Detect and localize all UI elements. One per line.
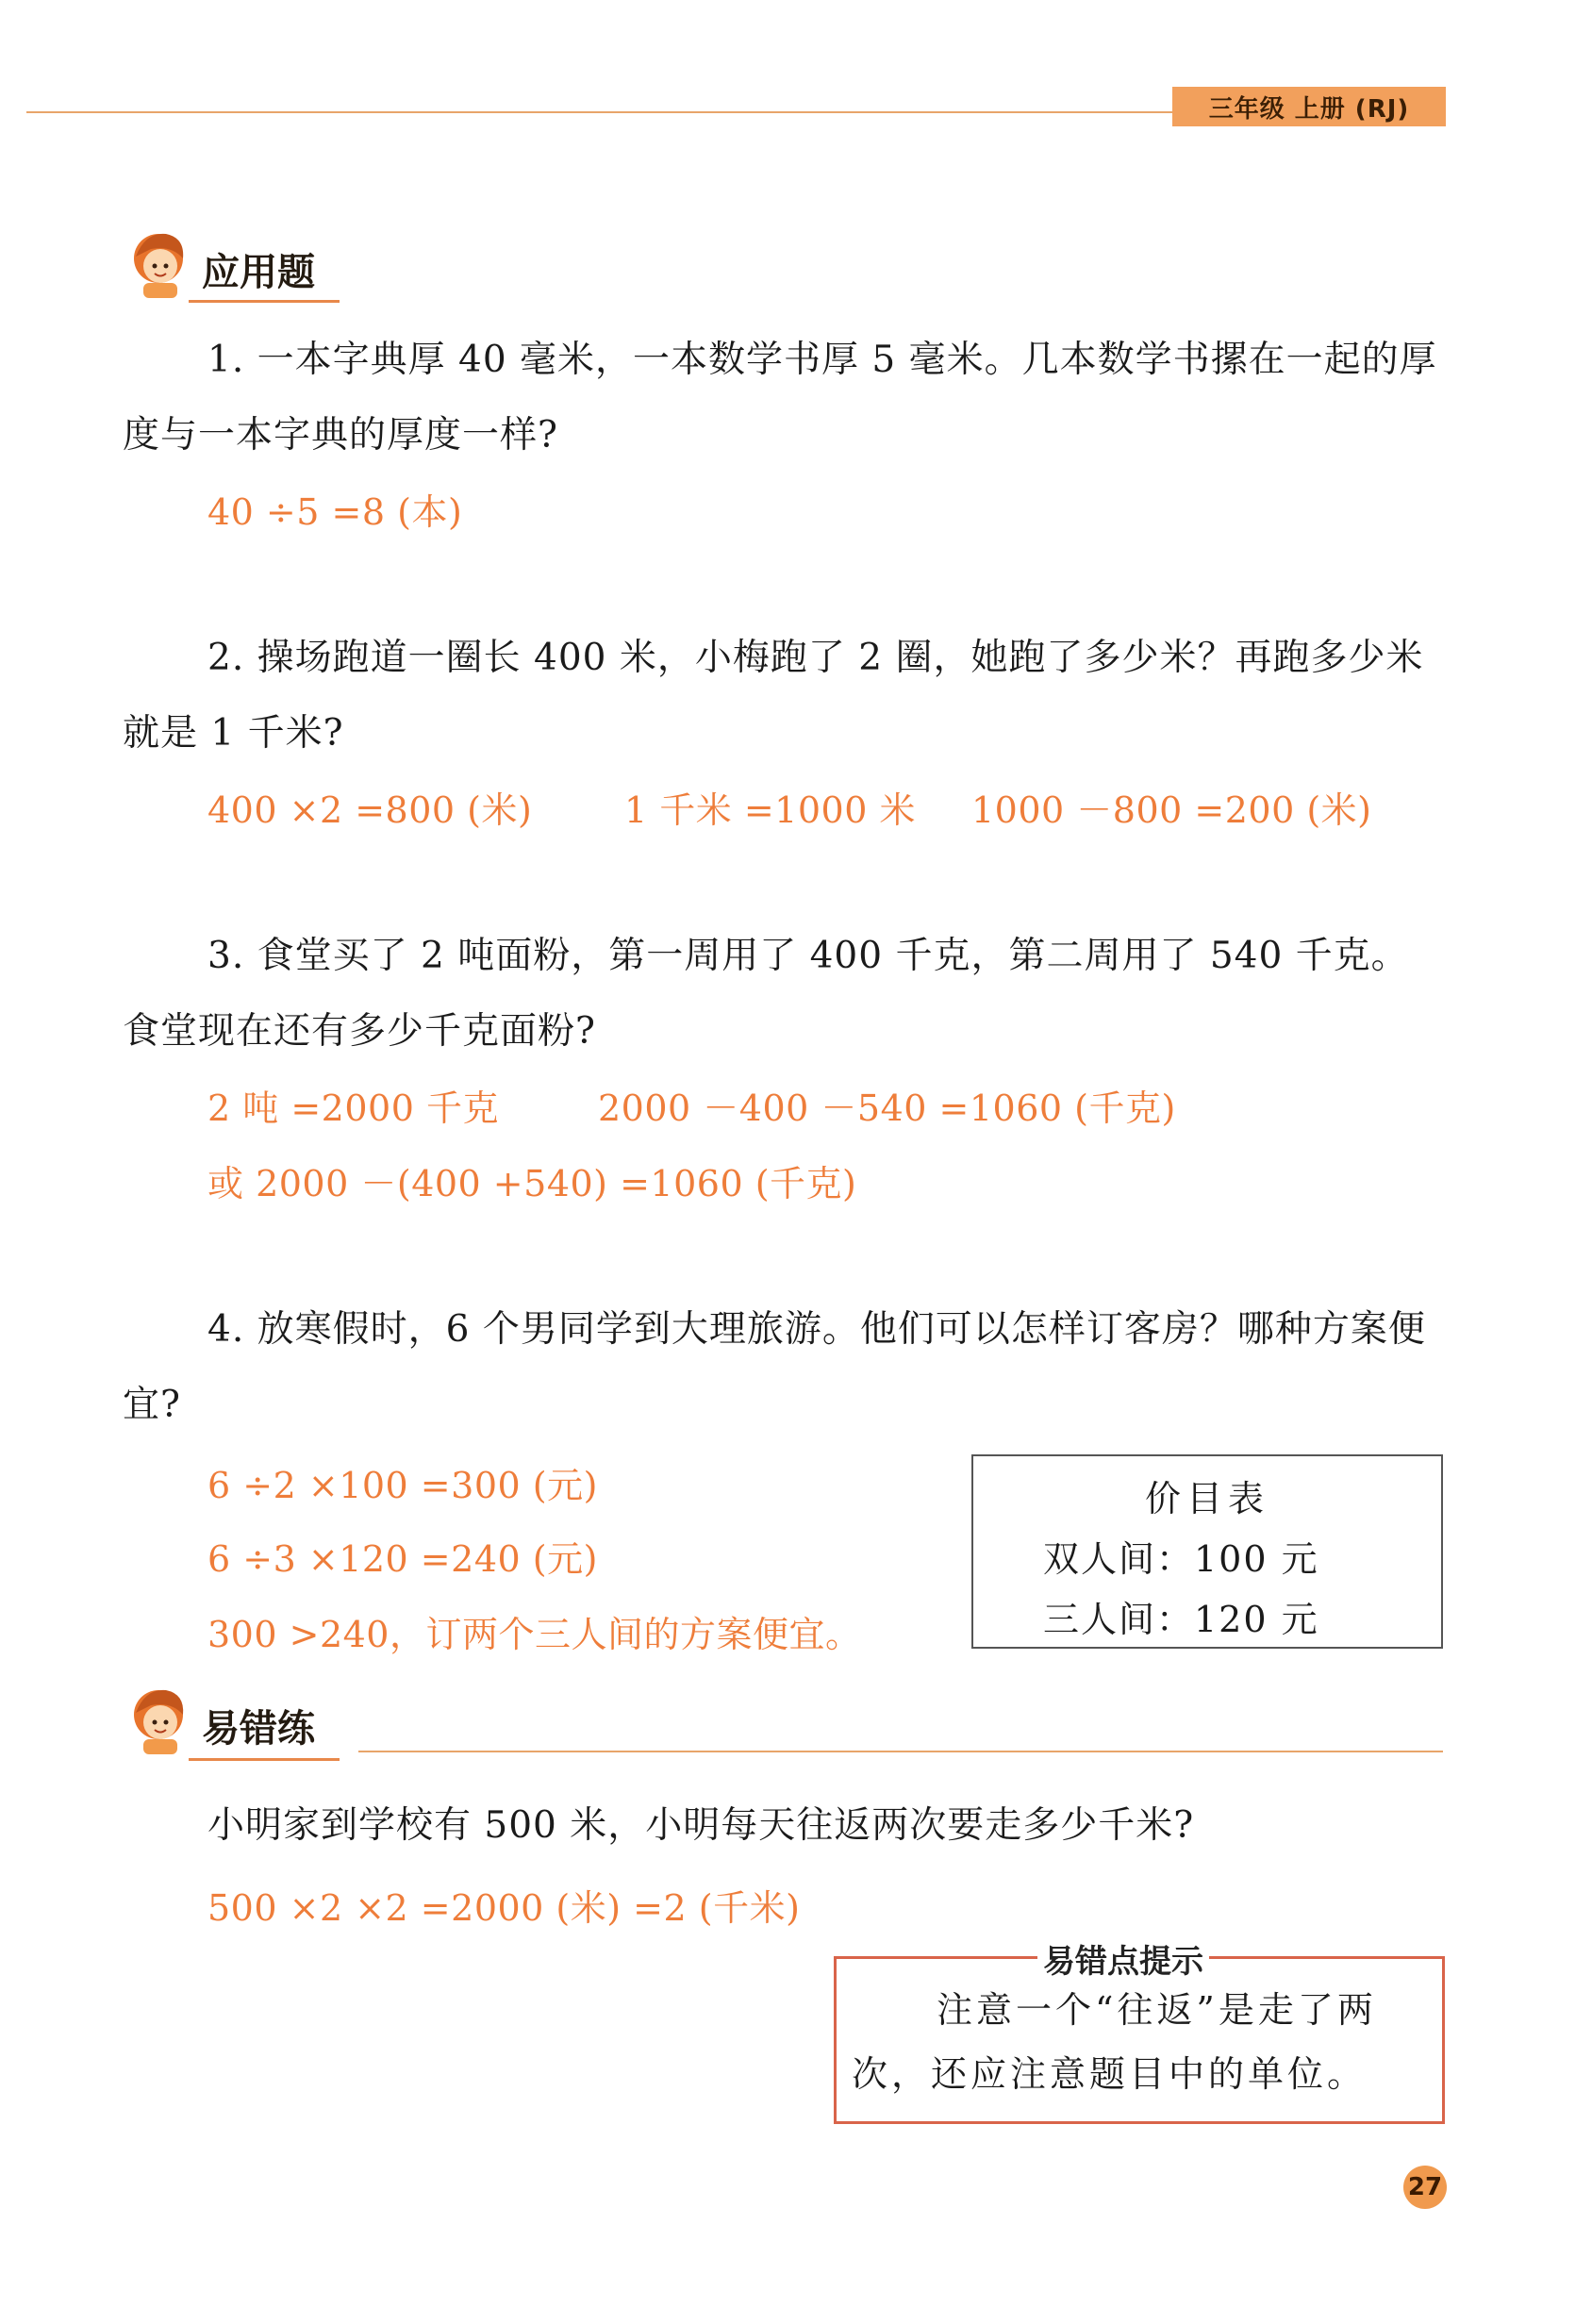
student-mascot-icon (123, 224, 198, 300)
answer-5: 500 ×2 ×2 =2000 (米) =2 (千米) (207, 1887, 801, 1929)
section-rule (358, 1751, 1443, 1752)
tip-text: 注意一个“往返”是走了两次，还应注意题目中的单位。 (852, 1989, 1377, 2095)
grade-tag: 三年级 上册 (RJ) (1172, 87, 1446, 126)
question-3: 3. 食堂买了 2 吨面粉，第一周用了 400 千克，第二周用了 540 千克。食堂现在还有多少千克面粉? (123, 935, 1409, 1053)
answer-3a: 2 吨 =2000 千克 (207, 1087, 499, 1129)
answer-2c: 1000 －800 =200 (米) (971, 789, 1372, 831)
price-row-triple: 三人间：120 元 (1043, 1599, 1319, 1640)
section-title: 易错练 (202, 1707, 315, 1751)
tip-label: 易错点提示 (1037, 1935, 1209, 1982)
student-mascot-icon (123, 1681, 198, 1756)
section-underline (189, 1758, 340, 1761)
section-heading-mistakes (123, 1681, 315, 1756)
price-table (971, 1454, 1443, 1649)
question-5: 小明家到学校有 500 米，小明每天往返两次要走多少千米? (207, 1804, 1195, 1847)
answer-2a: 400 ×2 =800 (米) (207, 789, 533, 831)
answer-4a: 6 ÷2 ×100 =300 (元) (207, 1465, 598, 1506)
answer-2b: 1 千米 =1000 米 (624, 789, 916, 831)
price-row-double: 双人间：100 元 (1043, 1538, 1319, 1580)
question-2: 2. 操场跑道一圈长 400 米，小梅跑了 2 圈，她跑了多少米？再跑多少米就是 1 千米? (123, 637, 1424, 755)
answer-3b: 2000 －400 －540 =1060 (千克) (598, 1087, 1176, 1129)
question-1: 1. 一本字典厚 40 毫米，一本数学书厚 5 毫米。几本数学书摞在一起的厚度与一本字典的厚度一样? (123, 339, 1437, 456)
section-heading-applied (123, 224, 315, 300)
section-title: 应用题 (202, 251, 315, 294)
answer-3c: 或 2000 －(400 +540) =1060 (千克) (207, 1163, 857, 1204)
answer-1: 40 ÷5 =8 (本) (207, 491, 463, 533)
header-rule (26, 111, 1177, 113)
page-number: 27 (1403, 2166, 1447, 2209)
question-4: 4. 放寒假时，6 个男同学到大理旅游。他们可以怎样订客房？哪种方案便宜? (123, 1308, 1426, 1426)
price-table-title: 价目表 (1144, 1478, 1269, 1519)
answer-4b: 6 ÷3 ×120 =240 (元) (207, 1538, 598, 1580)
section-underline (189, 300, 340, 303)
answer-4c: 300 >240，订两个三人间的方案便宜。 (207, 1614, 862, 1655)
